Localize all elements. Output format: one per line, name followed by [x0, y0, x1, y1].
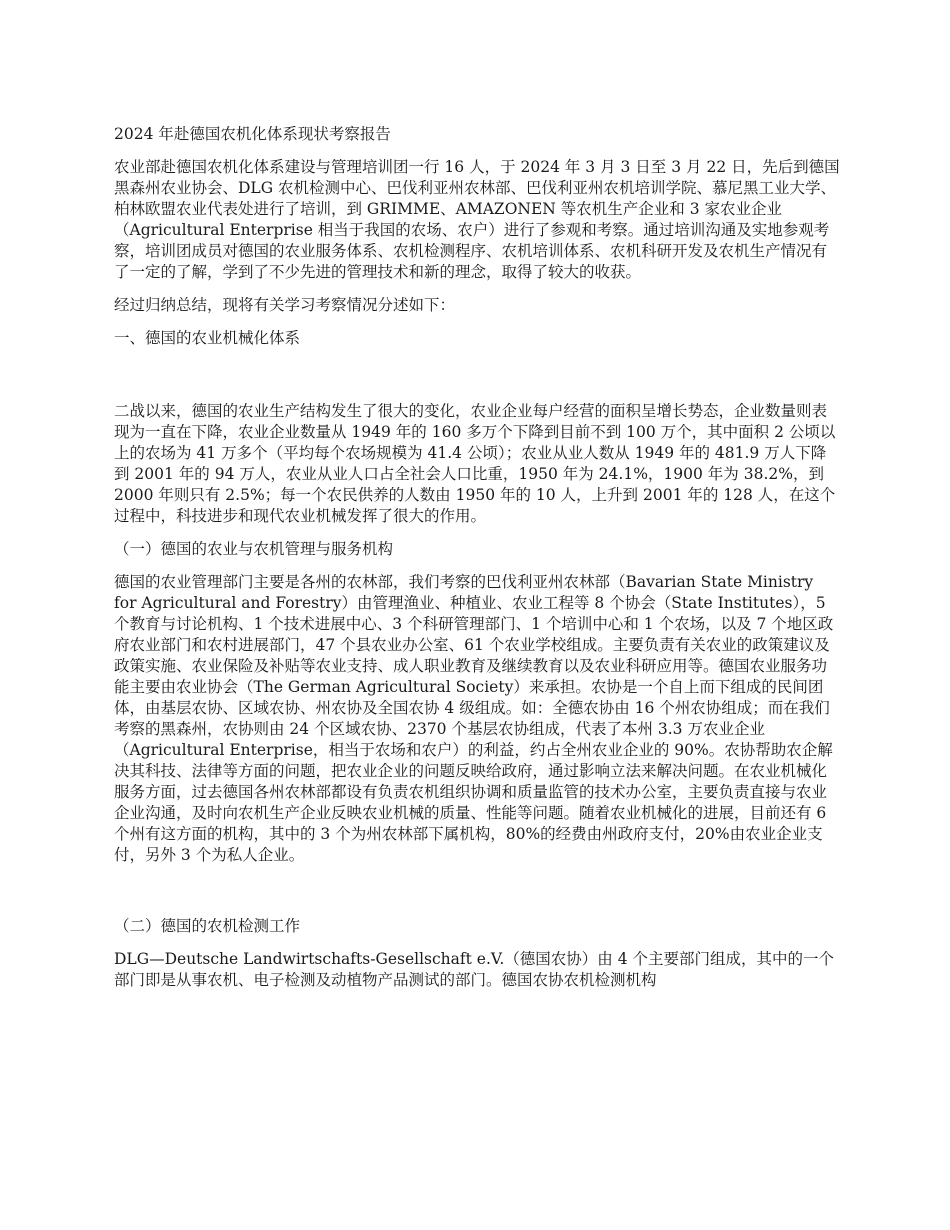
subsection-1-heading: （一）德国的农业与农机管理与服务机构 — [114, 540, 394, 558]
subsection-2-heading: （二）德国的农机检测工作 — [114, 917, 301, 935]
blank-gap — [114, 361, 840, 401]
intro-paragraph: 农业部赴德国农机化体系建设与管理培训团一行 16 人，于 2024 年 3 月 3 日至 3 月 22 日，先后到德国黑森州农业协会、DLG 农机检测中心、巴伐利亚州农林部、巴伐利亚州农机培训学院、慕尼黑工业大学、柏林欧盟农业代表处进行了培训，到 GRIMME、AMAZONEN 等农机生产企业和 3 家农业企业（Agricultural Enterprise 相当于我国的农场、农户）进行了参观和考察。通过培训沟通及实地参观考察，培训团成员对德国的农业服务体系、农机检测程序、农机培训体系、农机科研开发及农机生产情况有了一定的了解，学到了不少先进的管理技术和新的理念，取得了较大的收获。 — [114, 158, 840, 281]
subsection-1-paragraph: 德国的农业管理部门主要是各州的农林部，我们考察的巴伐利亚州农林部（Bavarian State Ministry for Agricultural and Forestry）由管理渔业、种植业、农业工程等 8 个协会（State Institutes），5 个教育与讨论机构、1 个技术进展中心、3 个科研管理部门、1 个培训中心和 1 个农场，以及 7 个地区政府农业部门和农村进展部门，47 个县农业办公室、61 个农业学校组成。主要负责有关农业的政策建议及政策实施、农业保险及补贴等农业支持、成人职业教育及继续教育以及农业科研应用等。德国农业服务功能主要由农业协会（The German Agricultural Society）来承担。农协是一个自上而下组成的民间团体，由基层农协、区域农协、州农协及全国农协 4 级组成。如：全德农协由 16 个州农协组成；而在我们考察的黑森州，农协则由 24 个区域农协、2370 个基层农协组成，代表了本州 3.3 万农业企业（Agricultural Enterprise，相当于农场和农户）的利益，约占全州农业企业的 90%。农协帮助农企解决其科技、法律等方面的问题，把农业企业的问题反映给政府，通过影响立法来解决问题。在农业机械化服务方面，过去德国各州农林部都设有负责农机组织协调和质量监管的技术办公室，主要负责直接与农业企业沟通，及时向农机生产企业反映农业机械的质量、性能等问题。随着农业机械化的进展，目前还有 6 个州有这方面的机构，其中的 3 个为州农林部下属机构，80%的经费由州政府支付，20%由农业企业支付，另外 3 个为私人企业。 — [114, 573, 834, 864]
subsection-2-paragraph: DLG—Deutsche Landwirtschafts-Gesellschaft e.V.（德国农协）由 4 个主要部门组成，其中的一个部门即是从事农机、电子检测及动植物产品测试的部门。德国农协农机检测机构 — [114, 950, 835, 989]
summary-line: 经过归纳总结，现将有关学习考察情况分述如下： — [114, 296, 456, 314]
section-1-paragraph: 二战以来，德国的农业生产结构发生了很大的变化，农业企业每户经营的面积呈增长势态，企业数量则表现为一直在下降，农业企业数量从 1949 年的 160 多万个下降到目前不到 100 万个，其中面积 2 公顷以上的农场为 41 万多个（平均每个农场规模为 41.4 公顷）；农业从业人数从 1949 年的 481.9 万人下降到 2001 年的 94 万人，农业从业人口占全社会人口比重，1950 年为 24.1%，1900 年为 38.2%，到 2000 年则只有 2.5%；每一个农民供养的人数由 1950 年的 10 人，上升到 2001 年的 128 人，在这个过程中，科技进步和现代农业机械发挥了很大的作用。 — [114, 402, 836, 525]
blank-gap — [114, 878, 840, 916]
document-title: 2024 年赴德国农机化体系现状考察报告 — [114, 125, 391, 143]
document-page — [114, 124, 840, 1003]
section-1-heading: 一、德国的农业机械化体系 — [114, 329, 301, 347]
